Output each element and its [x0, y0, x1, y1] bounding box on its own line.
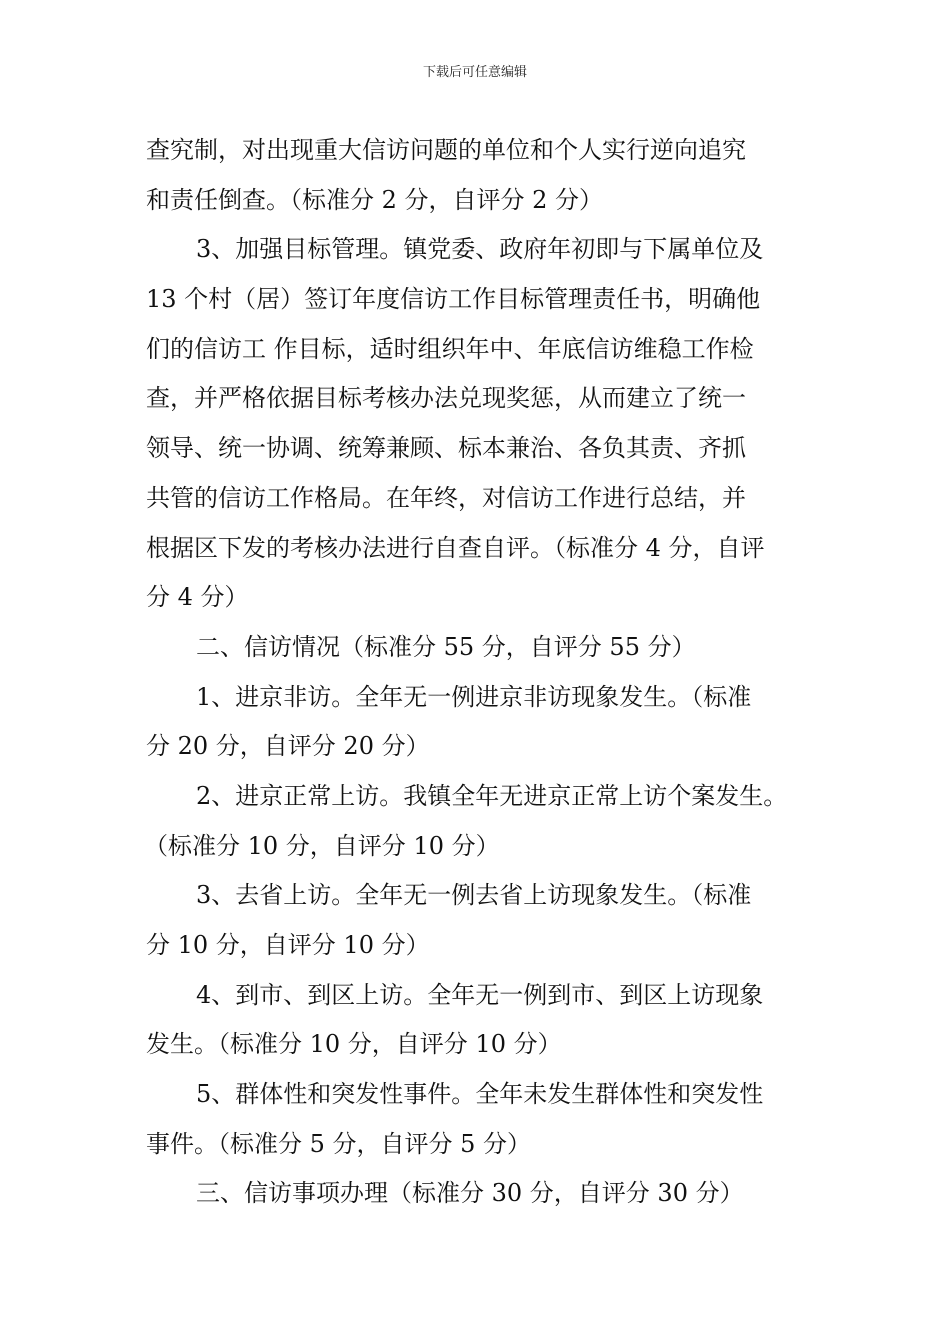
paragraph-line: 查究制，对出现重大信访问题的单位和个人实行逆向追究 [146, 136, 746, 164]
paragraph-line: 4、到市、到区上访。全年无一例到市、到区上访现象 [196, 980, 764, 1009]
paragraph-line: 事件。（标准分 5 分，自评分 5 分） [146, 1129, 532, 1158]
section-heading: 三、信访事项办理（标准分 30 分，自评分 30 分） [196, 1179, 744, 1208]
paragraph-line: 根据区下发的考核办法进行自查自评。（标准分 4 分，自评 [146, 533, 765, 562]
paragraph-line: 发生。（标准分 10 分，自评分 10 分） [146, 1030, 562, 1059]
section-heading: 二、信访情况（标准分 55 分，自评分 55 分） [196, 632, 696, 661]
page-header-note: 下载后可任意编辑 [422, 65, 527, 80]
paragraph-line: 13 个村（居）签订年度信访工作目标管理责任书，明确他 [146, 285, 761, 314]
paragraph-line: 3、去省上访。全年无一例去省上访现象发生。（标准 [196, 881, 752, 910]
paragraph-line: 和责任倒查。（标准分 2 分，自评分 2 分） [146, 185, 604, 214]
paragraph-line: 共管的信访工作格局。在年终，对信访工作进行总结，并 [146, 483, 746, 512]
paragraph-line: 2、进京正常上访。我镇全年无进京正常上访个案发生。 [196, 781, 788, 810]
paragraph-line: 分 20 分，自评分 20 分） [146, 732, 430, 761]
paragraph-line: 分 4 分） [146, 583, 249, 612]
document-body [146, 126, 836, 1219]
paragraph-line: 3、加强目标管理。镇党委、政府年初即与下属单位及 [196, 235, 764, 264]
paragraph-line: 1、进京非访。全年无一例进京非访现象发生。（标准 [196, 682, 752, 711]
paragraph-line: 领导、统一协调、统筹兼顾、标本兼治、各负其责、齐抓 [146, 434, 746, 463]
paragraph-line: 5、群体性和突发性事件。全年未发生群体性和突发性 [196, 1080, 764, 1109]
paragraph-line: （标准分 10 分，自评分 10 分） [144, 831, 500, 860]
paragraph-line: 分 10 分，自评分 10 分） [146, 931, 430, 959]
paragraph-line: 们的信访工 作目标，适时组织年中、年底信访维稳工作检 [146, 334, 754, 363]
paragraph-line: 查，并严格依据目标考核办法兑现奖惩，从而建立了统一 [146, 384, 746, 413]
